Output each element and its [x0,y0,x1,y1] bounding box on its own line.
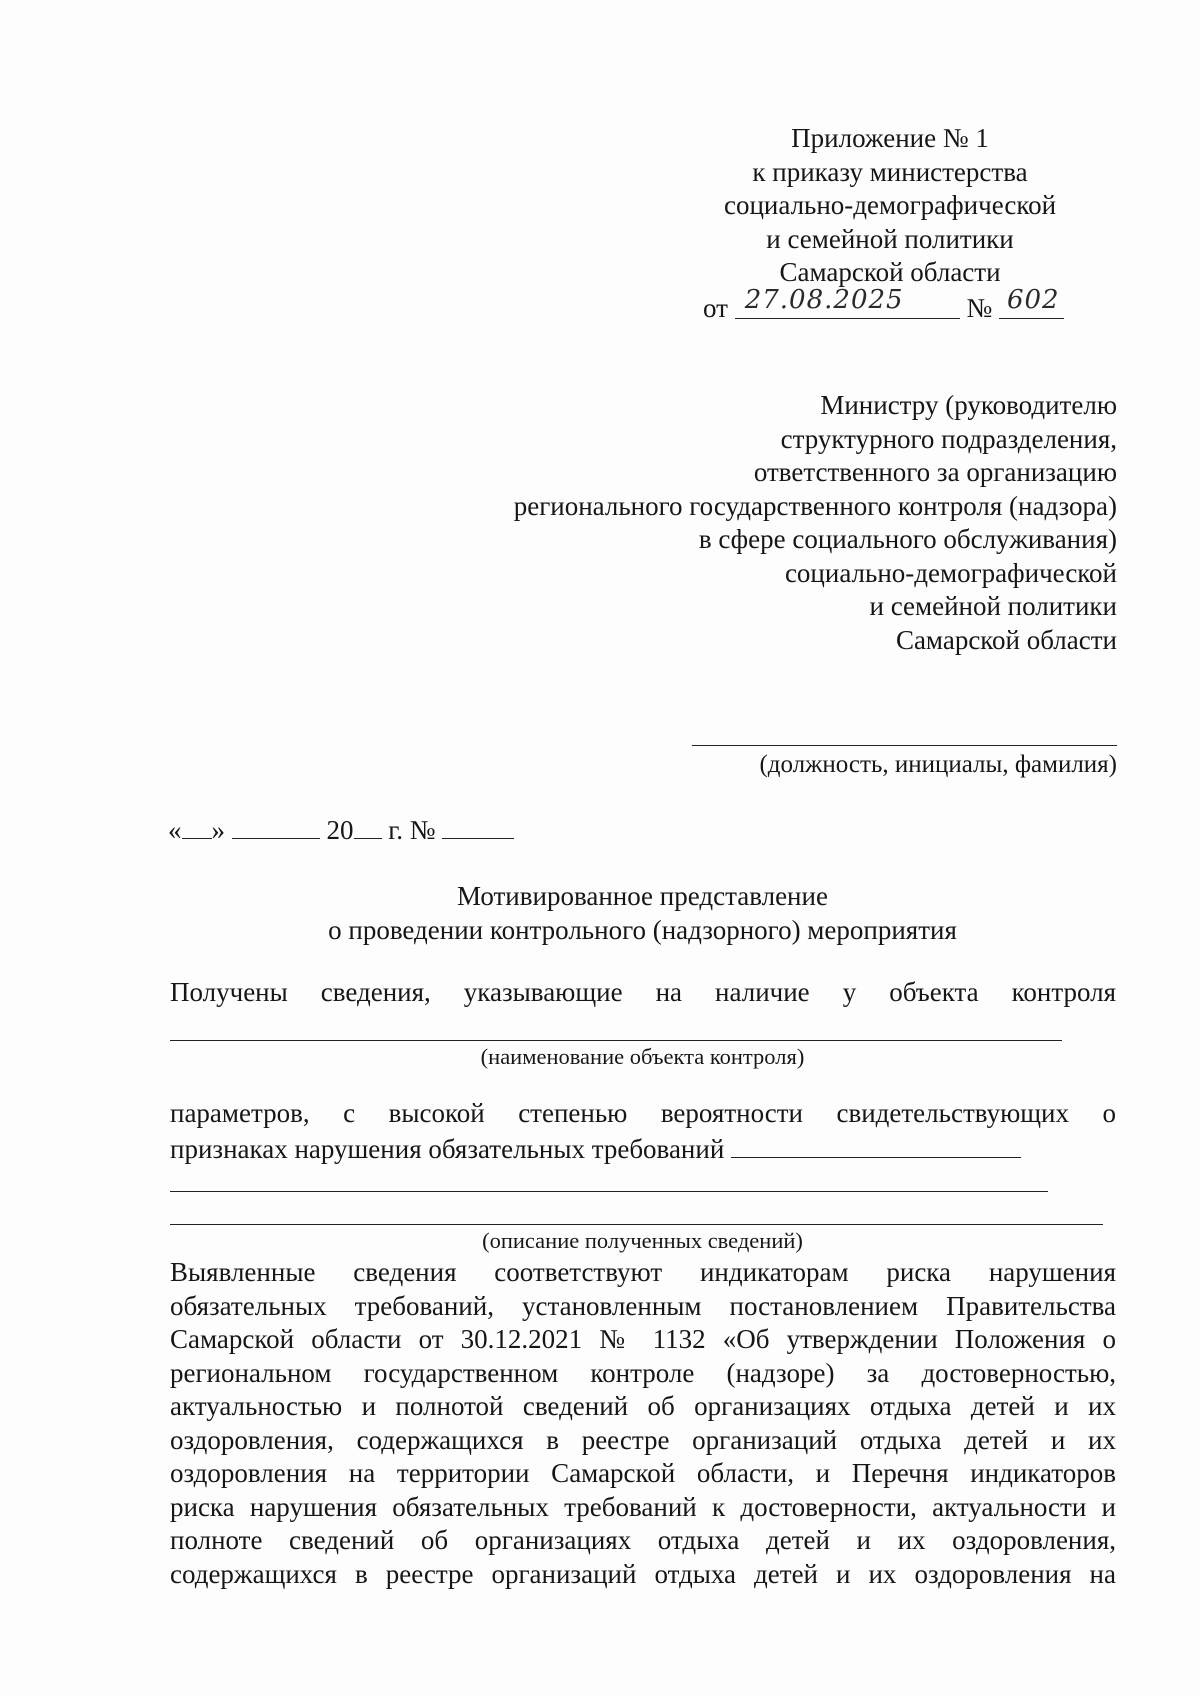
from-label: от [703,293,728,323]
doc-number-blank [442,812,514,839]
appendix-date-number [703,285,1083,326]
document-title [168,880,1117,947]
paragraph-line: региональном государственном контроле (надзоре) за достоверностью, [170,1357,1116,1388]
body-line3: признаках нарушения обязательных требований [170,1134,725,1164]
addressee-block [420,389,1117,657]
month-blank [232,812,320,839]
object-name-caption: (наименование объекта контроля) [480,1044,805,1069]
number-label: № [966,293,993,323]
appendix-region: Самарской области [779,257,1001,287]
order-date-field [735,285,960,319]
addressee-line: структурного подразделения, [780,423,1117,454]
order-number-field [999,285,1064,319]
paragraph-line: риска нарушения обязательных требований к достоверности, актуальности и [170,1491,1116,1522]
description-line1 [170,1191,1048,1192]
addressee-line: и семейной политики [869,591,1117,621]
day-blank [182,812,212,839]
addressee-line: регионального государственного контроля (надзора) [513,490,1117,521]
paragraph-line: Выявленные сведения соответствуют индикаторам риска нарушения [170,1257,1116,1287]
title-line2: о проведении контрольного (надзорного) мероприятия [328,914,957,945]
year-prefix: 20 [326,815,354,845]
paragraph-line: актуальностью и полнотой сведений об организациях отдыха детей и их [170,1391,1116,1421]
body-line2: параметров, с высокой степенью вероятности свидетельствующих о [170,1098,1116,1128]
object-name-line [170,1040,1062,1041]
addressee-line: Министру (руководителю [820,390,1117,420]
year-suffix: г. № [388,815,436,845]
appendix-ministry-line2: и семейной политики [766,223,1014,254]
appendix-header [700,122,1080,290]
close-quote: » [211,815,225,845]
addressee-line: социально-демографической [784,557,1117,588]
paragraph-line: содержащихся в реестре организаций отдыха детей и их оздоровления на [170,1558,1116,1589]
title-line1: Мотивированное представление [457,881,828,911]
document-date-line [168,812,668,848]
paragraph-line: оздоровления, содержащихся в реестре организаций отдыха детей и их [170,1424,1116,1455]
description-caption: (описание полученных сведений) [482,1228,803,1253]
appendix-title: Приложение № 1 [791,123,989,153]
addressee-line: Самарской области [895,624,1117,655]
main-paragraph [170,1256,1116,1591]
paragraph-line: обязательных требований, установленным постановлением Правительства [170,1290,1116,1321]
body-line1: Получены сведения, указывающие на наличие у объекта контроля [170,977,1116,1007]
year-blank [354,812,382,839]
description-line2 [170,1224,1103,1225]
paragraph-line: оздоровления на территории Самарской области, и Перечня индикаторов [170,1458,1116,1488]
violation-blank [731,1131,1021,1158]
appendix-order-ref: к приказу министерства [752,156,1028,187]
paragraph-line: полноте сведений об организациях отдыха детей и их оздоровления, [170,1525,1116,1555]
open-quote: « [168,815,182,845]
paragraph-line: Самарской области от 30.12.2021 № 1132 «Об утверждении Положения о [170,1324,1116,1354]
addressee-line: в сфере социального обслуживания) [698,524,1117,554]
appendix-ministry-line1: социально-демографической [723,190,1057,220]
order-number-handwritten: 602 [1006,285,1060,315]
order-date-handwritten: 27.08.2025 [744,285,904,315]
body-line3-wrap [170,1131,1116,1167]
signature-caption: (должность, инициалы, фамилия) [759,751,1117,778]
addressee-line: ответственного за организацию [753,457,1117,487]
signature-line [692,745,1117,746]
